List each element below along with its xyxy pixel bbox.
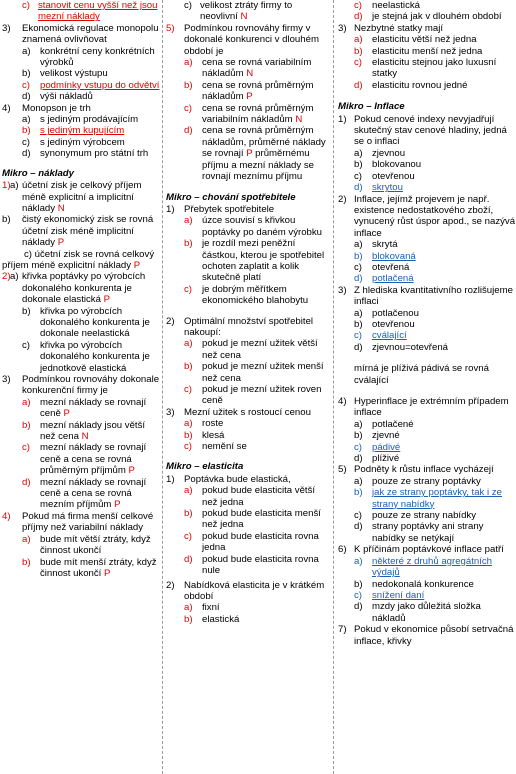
answer-option: a) některé z druhů agregátních výdajů [354,555,493,579]
answer-option: b) blokovaná [354,250,416,262]
question-2: 2) Optimální množství spotřebitel nakoupí: [166,315,314,338]
question-6: 6) K příčinám poptávkové inflace patří [338,544,504,556]
answer-option: a) mezní náklady se rovnají ceně P [22,396,147,420]
answer-option: b) bude mít menší ztráty, když činnost ukončí P [22,556,157,579]
answer-option: b) klesá [184,429,225,441]
answer-option: b) elasticitu menší než jedna [354,45,483,57]
answer-option: d) synonymum pro státní trh [22,148,149,160]
answer-option: c) otevřená [354,261,410,273]
section-heading: Mikro – elasticita [166,461,244,473]
answer-option: d) mezní náklady se rovnají ceně a cena se rovná mezním příjmům P [22,476,147,511]
question-3b: 3) Z hlediska kvantitativního rozlišujeme inflaci [338,284,513,308]
answer-option: c) neelastická [354,0,420,11]
section-heading: Mikro – náklady [2,167,74,179]
answer-option: b) čistý ekonomický zisk se rovná účetní zisk méně implicitní náklady P [2,214,154,249]
answer-option: b) velikost výstupu [22,68,108,80]
answer-option: c) otevřenou [354,170,415,182]
question-1b: 1) Poptávka bude elastická, [166,473,291,485]
column-3 [336,0,516,774]
column-divider-1 [162,0,163,774]
answer-option: c) účetní zisk se rovná celkový příjem méně explicitní náklady P [2,248,155,271]
answer-option: c) křivka po výrobcích dokonalého konkurenta je jednotkově elastická [22,339,150,374]
answer-option: b) mezní náklady jsou větší než cena N [22,419,146,443]
answer-option: c) snížení daní [354,589,425,601]
section-heading: Mikro – Inflace [338,101,405,113]
question-3: 3) Mezní užitek s rostoucí cenou [166,406,311,418]
question-1: 1) Přebytek spotřebitele [166,203,275,215]
answer-option: c) s jediným výrobcem [22,136,125,148]
answer-option: d) mzdy jako důležitá složka nákladů [354,601,481,624]
question-2b: 2) Nabídková elasticita je v krátkém období [166,579,325,602]
answer-option: c) je dobrým měřítkem ekonomického blahobytu [184,283,309,307]
question-1: 1) Pokud cenové indexy nevyjadřují skutečný stav cenové hladiny, jedná se o inflaci [338,113,507,148]
answer-option: b) pokud bude elasticita menší než jedna [184,508,321,531]
answer-option: d) výši nákladů [22,91,93,103]
question-5: 5) Podmínkou rovnováhy firmy v dokonalé konkurenci v dlouhém období je [166,22,319,57]
question-3: 3) Ekonomická regulace monopolu znamená ovlivňovat [2,22,159,46]
answer-option: c) pokud je mezní užitek roven ceně [184,384,322,407]
answer-option: c) pádivé [354,441,401,453]
answer-option: c) cválající [354,330,407,342]
answer-option: a) pokud je mezní užitek větší než cena [184,338,318,361]
answer-option: b) zjevné [354,430,400,442]
answer-option: c) nemění se [184,441,247,453]
answer-option: a) fixní [184,602,220,614]
answer-option: c) velikost ztráty firmy to neovlivní N [184,0,293,23]
answer-option: c) elasticitu stejnou jako luxusní statky [354,57,497,80]
answer-option: d) pokud bude elasticita rovna nule [184,553,319,577]
answer-option: c) stanovit cenu vyšší než jsou mezní náklady [22,0,158,23]
question-3b: 3) Podmínkou rovnováhy dokonale konkurenční firmy je [2,374,160,397]
answer-option: b) jak ze strany poptávky, tak i ze strany nabídky [354,487,502,510]
answer-option: c) pokud bude elasticita rovna jedna [184,530,319,554]
answer-option: b) s jediným kupujícím [22,125,125,137]
answer-option: c) mezní náklady se rovnají ceně a cena se rovná průměrným příjmům P [22,442,147,477]
answer-option: b) nedokonalá konkurence [354,578,474,590]
answer-option: c) cena se rovná průměrným variabilním nákladům N [184,102,314,126]
answer-option: a) elasticitu větší než jedna [354,34,477,46]
answer-option: a) s jediným prodávajícím [22,114,139,126]
answer-option: a) potlačené [354,418,414,430]
answer-option: d) strany poptávky ani strany nabídky se netýkají [354,521,484,544]
question-4: 4) Monopson je trh [2,102,91,114]
question-3: 3) Nezbytné statky mají [338,22,444,34]
answer-option: d) je stejná jak v dlouhém období [354,11,502,23]
answer-option: a) potlačenou [354,307,419,319]
answer-option: d) plíživé [354,453,400,465]
answer-option: b) otevřenou [354,318,415,330]
column-divider-2 [333,0,334,774]
answer-option: a) pokud bude elasticita větší než jedna [184,485,316,508]
answer-option: a) roste [184,418,224,430]
answer-option: d) cena se rovná průměrným nákladům, průměrné náklady se rovnají P průměrnému příjmu a mezní náklady se rovnají meznímu příjmu [184,125,326,183]
answer-option: c) podmínky vstupu do odvětví [22,79,160,91]
answer-option: d) elasticitu rovnou jedné [354,79,468,91]
answer-option: d) skrytou [354,182,403,194]
section-heading: Mikro – chování spotřebitele [166,191,296,203]
note: mírná je plíživá pádivá se rovná cválající [354,363,489,386]
answer-option: a) pouze ze strany poptávky [354,475,481,487]
answer-option: b) křivka po výrobcích dokonalého konkurenta je dokonale neelastická [22,305,150,340]
question-2: 2) Inflace, jejímž projevem je např. existence nedostatkového zboží, vynucený růst úspor apod., se nazývá inflace [338,193,516,239]
question-5: 5) Podněty k růstu inflace vycházejí [338,464,494,476]
answer-option: b) cena se rovná průměrným nákladům P [184,79,314,103]
question-4: 4) Hyperinflace je extrémním případem inflace [338,396,509,419]
answer-option: a) konkrétní ceny konkrétních výrobků [22,45,155,69]
answer-option: a) cena se rovná variabilním nákladům N [184,57,312,80]
column-2 [164,0,332,774]
question-7: 7) Pokud v ekonomice působí setrvačná inflace, křivky [338,624,514,647]
question-1: 1) a) účetní zisk je celkový příjem méně explicitní a implicitní náklady N [2,180,142,214]
answer-option: b) je rozdíl mezi peněžní částkou, kterou je spotřebitel ochoten zaplatit a kolik skutečně platí [184,238,325,284]
answer-option: a) skrytá [354,239,398,251]
column-1 [0,0,160,774]
answer-option: d) potlačená [354,273,414,285]
question-4b: 4) Pokud má firma menší celkové příjmy než variabilní náklady [2,510,154,534]
answer-option: b) elastická [184,613,240,625]
answer-option: c) pouze ze strany nabídky [354,510,476,522]
answer-option: b) pokud je mezní užitek menší než cena [184,361,324,384]
question-2: 2) a) křivka poptávky po výrobcích dokonalého konkurenta je dokonale elastická P [2,271,146,306]
answer-option: a) bude mít větší ztráty, když činnost ukončí [22,533,151,557]
answer-option: a) zjevnou [354,147,406,159]
answer-option: d) zjevnou=otevřená [354,341,449,353]
answer-option: a) úzce souvisí s křivkou poptávky po daném výrobku [184,215,322,238]
answer-option: b) blokovanou [354,159,422,171]
